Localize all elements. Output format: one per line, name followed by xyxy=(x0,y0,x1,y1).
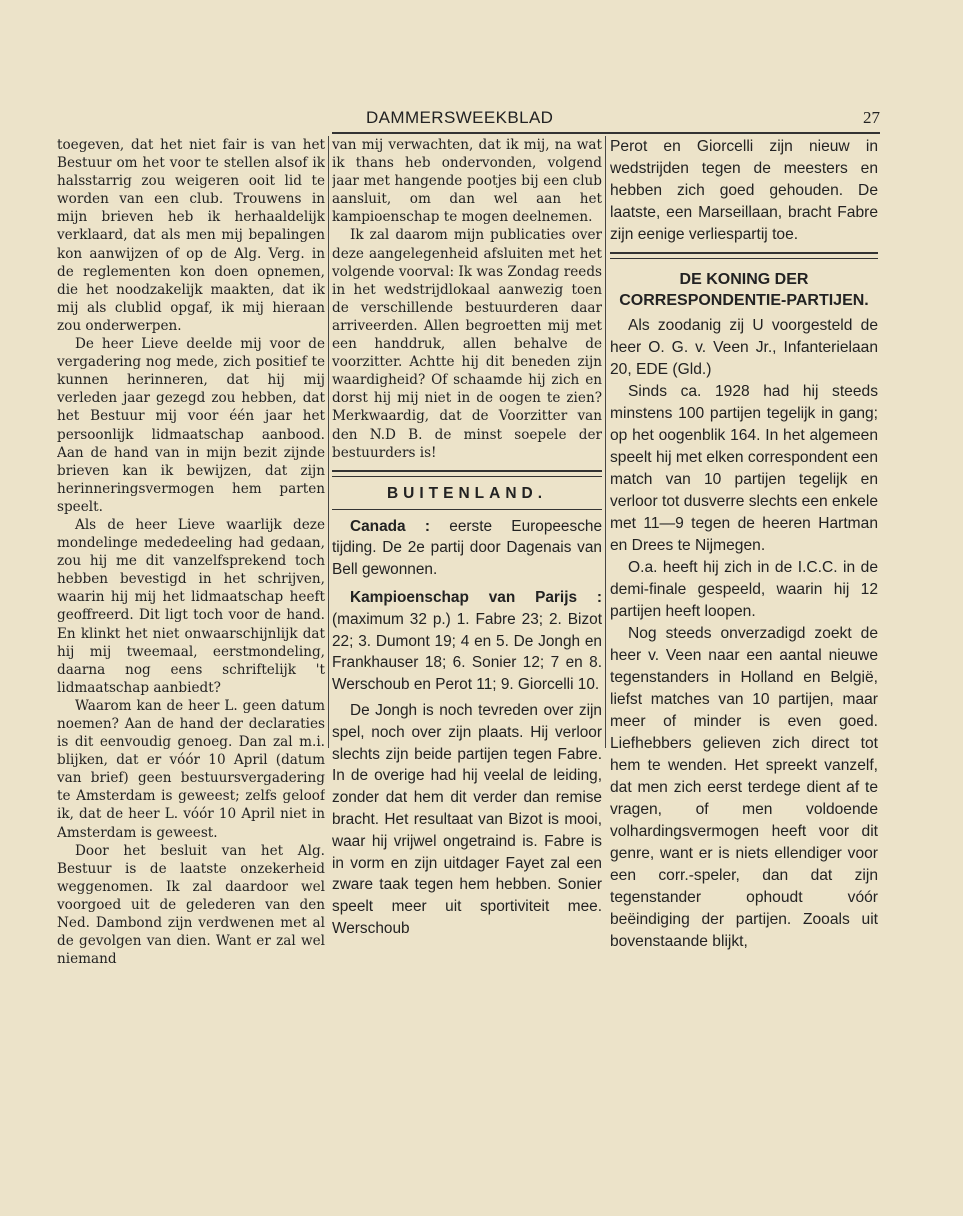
section-thin-rule xyxy=(332,509,602,510)
paris-lead: Kampioenschap van Parijs : xyxy=(350,589,602,607)
column-1 xyxy=(57,136,325,968)
column-divider-left xyxy=(328,136,329,748)
page-header xyxy=(332,108,880,132)
paris-text: (maximum 32 p.) 1. Fabre 23; 2. Bizot 22; 3. Dumont 19; 4 en 5. De Jongh en Frankhauser 18; 6. Sonier 12; 7 en 8. Werschoub en Perot 11; 9. Giorcelli 10. xyxy=(332,610,602,694)
section-rule xyxy=(332,470,602,477)
column-divider-right xyxy=(605,136,606,748)
col3-paragraph-5: Nog steeds onverzadigd zoekt de heer v. Veen naar een aantal nieuwe tegenstanders in Holland en België, liefst matches van 10 partijen, maar meer of minder is even goed. Liefhebbers gelieven zich direct tot hem te wenden. Het spreekt vanzelf, dat men zich eerst terdege dient af te vragen, of men voldoende volhardingsvermogen heeft voor dit genre, want er is niets ellendiger voor een corr.-speler, dan dat zijn tegenstander ophoudt vóór beëindiging der partijen. Zooals uit bovenstaande blijkt, xyxy=(610,625,878,950)
section-title-buitenland: BUITENLAND. xyxy=(386,484,548,502)
col2-paragraph-2: Ik zal daarom mijn publicaties over deze aangelegenheid afsluiten met het volgende voorval: Ik was Zondag reeds in het wedstrijdlokaal aanwezig toen de verschillende bestuurderen daar arriveerden. Allen begroetten mij met een handdruk, allen behalve de voorzitter. Achtte hij dit beneden zijn waardigheid? Of schaamde hij zich en dorst hij mij niet in de oogen te zien? Merkwaardig, dat de Voorzitter van den N.D B. de minst soepele der bestuurders is! xyxy=(332,227,602,461)
col3-paragraph-3: Sinds ca. 1928 had hij steeds minstens 100 partijen tegelijk in gang; op het oogenblik 164. In het algemeen speelt hij met elken correspondent een match van 10 partijen tegelijk en verloor tot dusverre slechts een enkele met 11—9 tegen de heeren Hartman en Drees te Nijmegen. xyxy=(610,383,878,554)
col3-paragraph-2: Als zoodanig zij U voorgesteld de heer O. G. v. Veen Jr., Infanterielaan 20, EDE (Gld.) xyxy=(610,317,878,378)
col1-paragraph-5: Door het besluit van het Alg. Bestuur is de laatste onzekerheid weggenomen. Ik zal daardoor wel voorgoed uit de gelederen van den Ned. Dambond zijn verdwenen met al de gevolgen van dien. Want er zal wel niemand xyxy=(57,842,325,968)
col1-paragraph-1: toegeven, dat het niet fair is van het Bestuur om het voor te stellen alsof ik halsstarrig zou weigeren ooit lid te worden van een club. Trouwens in mijn brieven heb ik herhaaldelijk verklaard, dat als men mij bepalingen kon aanwijzen of op de Alg. Verg. in de reglementen kon doen opnemen, die het noodzakelijk maakten, dat ik mij als clublid opgaf, ik mij hieraan zou onderwerpen. xyxy=(57,137,325,334)
col3-paragraph-1: Perot en Giorcelli zijn nieuw in wedstrijden tegen de meesters en hebben zich goed gehouden. De laatste, een Marseillaan, bracht Fabre zijn eenige verliespartij toe. xyxy=(610,138,878,243)
col1-paragraph-3: Als de heer Lieve waarlijk deze mondelinge mededeeling had gedaan, zou hij me dit vanzelfsprekend toch hebben bevestigd in het schrijven, waarin hij mij het lidmaatschap heeft geoffreerd. Dit ligt toch voor de hand. En klinkt het niet onwaarschijnlijk dat hij mij tweemaal, eerstmondeling, daarna nog eens schriftelijk 't lidmaatschap aanbiedt? xyxy=(57,516,325,696)
paris-paragraph xyxy=(332,587,602,696)
page-number: 27 xyxy=(863,108,880,127)
canada-lead: Canada : xyxy=(350,517,430,535)
col2-paragraph-3: De Jongh is noch tevreden over zijn spel, noch over zijn plaats. Hij verloor slechts zijn beide partijen tegen Fabre. In de overige had hij veelal de leiding, zonder dat hem dit verder dan remise bracht. Het resultaat van Bizot is mooi, waar hij vrijwel ongetraind is. Fabre is in vorm en zijn uitdager Fayet zal een zware taak tegen hem hebben. Sonier speelt meer uit sportiviteit mee. Werschoub xyxy=(332,702,602,938)
article-rule xyxy=(610,252,878,259)
col1-paragraph-4: Waarom kan de heer L. geen datum noemen? Aan de hand der declaraties is dit eenvoudig genoeg. Dan zal m.i. blijken, dat er vóór 10 April (datum van brief) geen bestuursvergadering te Amsterdam is geweest; zelfs geloof ik, dat de heer L. vóór 10 April niet in Amsterdam is geweest. xyxy=(57,697,325,841)
col1-paragraph-2: De heer Lieve deelde mij voor de vergadering nog mede, zich positief te kunnen herinneren, dat hij mij verleden jaar gezegd zou hebben, dat het Bestuur mij voor één jaar het persoonlijk lidmaatschap aanbood. Aan de hand van in mijn bezit zijnde brieven kan ik bewijzen, dat zijn herinneringsvermogen hem parten speelt. xyxy=(57,336,325,515)
publication-title: DAMMERSWEEKBLAD xyxy=(366,108,554,127)
canada-text: eerste Europeesche tijding. De 2e partij door Dagenais van Bell gewonnen. xyxy=(332,517,602,579)
header-rule xyxy=(332,132,880,134)
column-3 xyxy=(610,136,878,953)
col3-paragraph-4: O.a. heeft hij zich in de I.C.C. in de demi-finale gespeeld, waarin hij 12 partijen heeft loopen. xyxy=(610,559,878,620)
col2-paragraph-1: van mij verwachten, dat ik mij, na wat ik thans heb ondervonden, volgend jaar met hangende pootjes bij een club aansluit, om dan wel aan het kampioenschap te mogen deelnemen. xyxy=(332,137,602,226)
canada-paragraph xyxy=(332,516,602,581)
article-heading: DE KONING DER CORRESPONDENTIE-PARTIJEN. xyxy=(619,271,869,309)
column-2 xyxy=(332,136,602,940)
